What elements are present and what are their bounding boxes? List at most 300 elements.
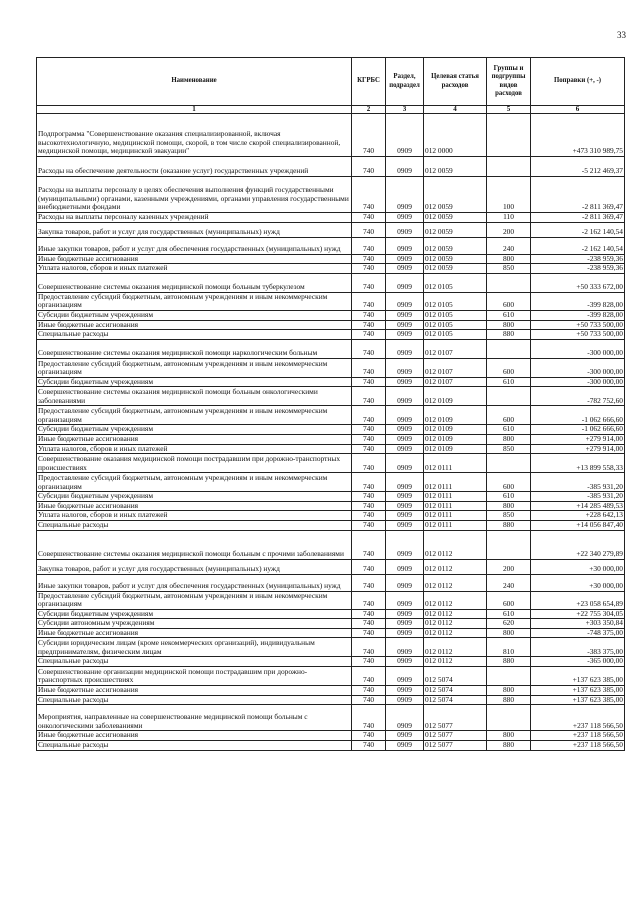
row-section: 0909: [386, 511, 424, 521]
table-row: [37, 657, 625, 667]
row-section: 0909: [386, 444, 424, 454]
row-expense-group: 880: [487, 740, 531, 750]
row-amount: -238 959,36: [531, 254, 625, 264]
row-target-article: 012 0112: [424, 574, 487, 591]
row-amount: -2 162 140,54: [531, 222, 625, 237]
row-kgrbs: 740: [352, 530, 386, 559]
row-expense-group: [487, 530, 531, 559]
row-amount: +22 755 304,05: [531, 609, 625, 619]
row-amount: +473 310 989,75: [531, 114, 625, 157]
row-name: Специальные расходы: [37, 657, 352, 667]
row-name: Расходы на выплаты персоналу казенных учреждений: [37, 213, 352, 223]
row-target-article: 012 5074: [424, 686, 487, 696]
row-name: Субсидии юридическим лицам (кроме некоммерческих организаций), индивидуальным предпринимателям, физическим лицам: [37, 638, 352, 657]
table-row: [37, 705, 625, 731]
row-section: 0909: [386, 740, 424, 750]
row-name: Иные бюджетные ассигнования: [37, 686, 352, 696]
row-amount: +30 000,00: [531, 574, 625, 591]
row-expense-group: [487, 157, 531, 177]
row-kgrbs: 740: [352, 377, 386, 387]
row-amount: +30 000,00: [531, 559, 625, 574]
row-target-article: 012 0109: [424, 425, 487, 435]
table-row: [37, 406, 625, 425]
row-target-article: 012 0105: [424, 273, 487, 292]
row-expense-group: [487, 273, 531, 292]
row-amount: +237 118 566,50: [531, 740, 625, 750]
row-expense-group: 600: [487, 473, 531, 492]
row-expense-group: 610: [487, 425, 531, 435]
row-expense-group: 200: [487, 559, 531, 574]
row-amount: +279 914,00: [531, 434, 625, 444]
row-kgrbs: 740: [352, 740, 386, 750]
table-header-row: [37, 58, 625, 106]
row-name: Расходы на обеспечение деятельности (оказание услуг) государственных учреждений: [37, 157, 352, 177]
table-row: [37, 273, 625, 292]
row-amount: -2 811 369,47: [531, 177, 625, 213]
table-row: [37, 213, 625, 223]
column-number: 2: [352, 106, 386, 114]
row-expense-group: 610: [487, 609, 531, 619]
row-expense-group: 880: [487, 657, 531, 667]
row-section: 0909: [386, 425, 424, 435]
row-amount: +237 118 566,50: [531, 731, 625, 741]
row-amount: -300 000,00: [531, 377, 625, 387]
row-section: 0909: [386, 501, 424, 511]
row-expense-group: 600: [487, 591, 531, 609]
table-row: [37, 619, 625, 629]
row-expense-group: 850: [487, 264, 531, 274]
table-row: [37, 444, 625, 454]
row-section: 0909: [386, 492, 424, 502]
row-target-article: 012 0059: [424, 213, 487, 223]
row-target-article: 012 0112: [424, 638, 487, 657]
row-section: 0909: [386, 657, 424, 667]
row-expense-group: 600: [487, 358, 531, 377]
row-target-article: 012 5074: [424, 667, 487, 686]
table-row: [37, 731, 625, 741]
table-row: [37, 377, 625, 387]
row-target-article: 012 0059: [424, 237, 487, 254]
row-amount: -748 375,00: [531, 628, 625, 638]
table-row: [37, 473, 625, 492]
row-target-article: 012 0111: [424, 473, 487, 492]
row-section: 0909: [386, 320, 424, 330]
row-section: 0909: [386, 177, 424, 213]
row-kgrbs: 740: [352, 705, 386, 731]
row-kgrbs: 740: [352, 320, 386, 330]
row-section: 0909: [386, 157, 424, 177]
row-kgrbs: 740: [352, 695, 386, 705]
row-kgrbs: 740: [352, 425, 386, 435]
row-kgrbs: 740: [352, 339, 386, 358]
row-kgrbs: 740: [352, 628, 386, 638]
row-section: 0909: [386, 222, 424, 237]
row-kgrbs: 740: [352, 731, 386, 741]
row-expense-group: 620: [487, 619, 531, 629]
row-kgrbs: 740: [352, 213, 386, 223]
row-name: Подпрограмма "Совершенствование оказания специализированной, включая высокотехнологичную, медицинской помощи, скорой, в том числе скорой специализированной, медицинской помощи, медицинской эвакуации": [37, 114, 352, 157]
table-row: [37, 157, 625, 177]
row-target-article: 012 0109: [424, 406, 487, 425]
row-kgrbs: 740: [352, 330, 386, 340]
row-expense-group: 600: [487, 292, 531, 310]
row-kgrbs: 740: [352, 657, 386, 667]
table-row: [37, 434, 625, 444]
table-row: [37, 425, 625, 435]
row-target-article: 012 0112: [424, 530, 487, 559]
row-expense-group: 200: [487, 222, 531, 237]
table-row: [37, 628, 625, 638]
row-section: 0909: [386, 530, 424, 559]
row-kgrbs: 740: [352, 310, 386, 320]
row-kgrbs: 740: [352, 574, 386, 591]
row-expense-group: 600: [487, 406, 531, 425]
row-amount: +228 642,13: [531, 511, 625, 521]
row-name: Совершенствование организации медицинской помощи пострадавшим при дорожно-транспортных происшествиях: [37, 667, 352, 686]
row-kgrbs: 740: [352, 254, 386, 264]
row-section: 0909: [386, 339, 424, 358]
row-section: 0909: [386, 574, 424, 591]
table-row: [37, 292, 625, 310]
row-section: 0909: [386, 292, 424, 310]
page-number: 33: [617, 30, 626, 40]
row-target-article: 012 0105: [424, 292, 487, 310]
row-target-article: 012 5077: [424, 705, 487, 731]
row-kgrbs: 740: [352, 492, 386, 502]
row-name: Иные бюджетные ассигнования: [37, 320, 352, 330]
row-section: 0909: [386, 254, 424, 264]
row-kgrbs: 740: [352, 177, 386, 213]
row-amount: -365 000,00: [531, 657, 625, 667]
row-kgrbs: 740: [352, 686, 386, 696]
row-name: Предоставление субсидий бюджетным, автономным учреждениям и иным некоммерческим организациям: [37, 358, 352, 377]
row-kgrbs: 740: [352, 473, 386, 492]
row-expense-group: 800: [487, 501, 531, 511]
row-amount: +13 899 558,33: [531, 454, 625, 473]
row-target-article: 012 0105: [424, 330, 487, 340]
row-kgrbs: 740: [352, 406, 386, 425]
row-section: 0909: [386, 591, 424, 609]
row-amount: -238 959,36: [531, 264, 625, 274]
row-expense-group: 100: [487, 177, 531, 213]
row-amount: -399 828,00: [531, 292, 625, 310]
row-section: 0909: [386, 358, 424, 377]
row-target-article: 012 0112: [424, 657, 487, 667]
row-section: 0909: [386, 213, 424, 223]
row-amount: -2 811 369,47: [531, 213, 625, 223]
row-kgrbs: 740: [352, 237, 386, 254]
row-name: Предоставление субсидий бюджетным, автономным учреждениям и иным некоммерческим организациям: [37, 473, 352, 492]
row-section: 0909: [386, 310, 424, 320]
row-section: 0909: [386, 686, 424, 696]
row-kgrbs: 740: [352, 454, 386, 473]
row-amount: -5 212 469,37: [531, 157, 625, 177]
row-target-article: 012 0112: [424, 559, 487, 574]
table-row: [37, 667, 625, 686]
row-target-article: 012 0109: [424, 434, 487, 444]
table-row: [37, 591, 625, 609]
row-kgrbs: 740: [352, 114, 386, 157]
column-number: 5: [487, 106, 531, 114]
row-section: 0909: [386, 695, 424, 705]
row-target-article: 012 0112: [424, 609, 487, 619]
row-kgrbs: 740: [352, 273, 386, 292]
row-kgrbs: 740: [352, 157, 386, 177]
row-name: Субсидии бюджетным учреждениям: [37, 609, 352, 619]
row-kgrbs: 740: [352, 222, 386, 237]
row-target-article: 012 0059: [424, 177, 487, 213]
row-section: 0909: [386, 387, 424, 406]
row-kgrbs: 740: [352, 667, 386, 686]
header-amendments: Поправки (+, -): [531, 58, 625, 106]
row-section: 0909: [386, 473, 424, 492]
table-row: [37, 114, 625, 157]
table-row: [37, 520, 625, 530]
row-expense-group: 800: [487, 686, 531, 696]
row-name: Субсидии бюджетным учреждениям: [37, 425, 352, 435]
row-name: Закупка товаров, работ и услуг для государственных (муниципальных) нужд: [37, 559, 352, 574]
row-name: Совершенствование системы оказания медицинской помощи больным с прочими заболеваниями: [37, 530, 352, 559]
row-name: Предоставление субсидий бюджетным, автономным учреждениям и иным некоммерческим организациям: [37, 591, 352, 609]
table-row: [37, 358, 625, 377]
row-section: 0909: [386, 377, 424, 387]
row-amount: +50 733 500,00: [531, 320, 625, 330]
row-amount: -782 752,60: [531, 387, 625, 406]
column-number: 3: [386, 106, 424, 114]
row-amount: +22 340 279,89: [531, 530, 625, 559]
row-amount: -383 375,00: [531, 638, 625, 657]
row-amount: -1 062 666,60: [531, 425, 625, 435]
table-row: [37, 320, 625, 330]
header-expense-groups: Группы и подгруппы видов расходов: [487, 58, 531, 106]
row-expense-group: [487, 114, 531, 157]
row-target-article: 012 0111: [424, 520, 487, 530]
row-section: 0909: [386, 264, 424, 274]
row-expense-group: 800: [487, 628, 531, 638]
row-expense-group: 800: [487, 320, 531, 330]
row-name: Иные бюджетные ассигнования: [37, 434, 352, 444]
row-expense-group: 240: [487, 574, 531, 591]
row-section: 0909: [386, 609, 424, 619]
row-name: Совершенствование оказания медицинской помощи пострадавшим при дорожно-транспортных происшествиях: [37, 454, 352, 473]
row-target-article: 012 5077: [424, 740, 487, 750]
column-number: 6: [531, 106, 625, 114]
header-kgrbs: КГРБС: [352, 58, 386, 106]
row-target-article: 012 0000: [424, 114, 487, 157]
row-name: Иные бюджетные ассигнования: [37, 254, 352, 264]
row-name: Иные бюджетные ассигнования: [37, 731, 352, 741]
row-target-article: 012 5074: [424, 695, 487, 705]
table-row: [37, 454, 625, 473]
row-target-article: 012 0112: [424, 628, 487, 638]
row-name: Специальные расходы: [37, 520, 352, 530]
row-amount: +137 623 385,00: [531, 695, 625, 705]
table-row: [37, 686, 625, 696]
row-amount: -300 000,00: [531, 358, 625, 377]
row-expense-group: [487, 705, 531, 731]
table-row: [37, 740, 625, 750]
row-kgrbs: 740: [352, 638, 386, 657]
row-section: 0909: [386, 628, 424, 638]
row-section: 0909: [386, 237, 424, 254]
row-kgrbs: 740: [352, 591, 386, 609]
header-section: Раздел, подраздел: [386, 58, 424, 106]
row-section: 0909: [386, 434, 424, 444]
table-body: [37, 114, 625, 751]
row-expense-group: 880: [487, 695, 531, 705]
table-row: [37, 222, 625, 237]
row-expense-group: 610: [487, 492, 531, 502]
row-expense-group: [487, 339, 531, 358]
row-kgrbs: 740: [352, 434, 386, 444]
row-expense-group: 850: [487, 511, 531, 521]
row-name: Закупка товаров, работ и услуг для государственных (муниципальных) нужд: [37, 222, 352, 237]
row-name: Расходы на выплаты персоналу в целях обеспечения выполнения функций государственными (муниципальными) органами, казенными учреждениями, органами управления государственными внебюджетными фондами: [37, 177, 352, 213]
table-row: [37, 638, 625, 657]
column-numbers-row: [37, 106, 625, 114]
row-expense-group: 800: [487, 434, 531, 444]
row-kgrbs: 740: [352, 520, 386, 530]
row-target-article: 012 0111: [424, 492, 487, 502]
row-amount: +137 623 385,00: [531, 686, 625, 696]
row-section: 0909: [386, 667, 424, 686]
table-row: [37, 530, 625, 559]
row-section: 0909: [386, 705, 424, 731]
row-kgrbs: 740: [352, 559, 386, 574]
row-name: Уплата налогов, сборов и иных платежей: [37, 511, 352, 521]
row-target-article: 012 0109: [424, 387, 487, 406]
table-row: [37, 264, 625, 274]
row-target-article: 012 0112: [424, 619, 487, 629]
row-name: Мероприятия, направленные на совершенствование медицинской помощи больным с онкологическими заболеваниями: [37, 705, 352, 731]
row-target-article: 012 0111: [424, 511, 487, 521]
row-name: Совершенствование системы оказания медицинской помощи наркологическим больным: [37, 339, 352, 358]
row-expense-group: 800: [487, 731, 531, 741]
row-name: Предоставление субсидий бюджетным, автономным учреждениям и иным некоммерческим организациям: [37, 292, 352, 310]
row-name: Субсидии бюджетным учреждениям: [37, 310, 352, 320]
row-name: Совершенствование системы оказания медицинской помощи больным онкологическими заболеваниями: [37, 387, 352, 406]
row-amount: +279 914,00: [531, 444, 625, 454]
row-section: 0909: [386, 114, 424, 157]
row-expense-group: 880: [487, 330, 531, 340]
row-target-article: 012 0109: [424, 444, 487, 454]
row-section: 0909: [386, 559, 424, 574]
row-expense-group: 880: [487, 520, 531, 530]
row-section: 0909: [386, 638, 424, 657]
row-kgrbs: 740: [352, 501, 386, 511]
row-kgrbs: 740: [352, 387, 386, 406]
table-row: [37, 574, 625, 591]
row-section: 0909: [386, 454, 424, 473]
row-target-article: 012 0105: [424, 310, 487, 320]
header-name: Наименование: [37, 58, 352, 106]
row-target-article: 012 0111: [424, 454, 487, 473]
table-row: [37, 339, 625, 358]
row-target-article: 012 5077: [424, 731, 487, 741]
row-amount: +14 056 847,40: [531, 520, 625, 530]
row-name: Совершенствование системы оказания медицинской помощи больным туберкулезом: [37, 273, 352, 292]
row-section: 0909: [386, 273, 424, 292]
row-expense-group: 800: [487, 254, 531, 264]
row-name: Специальные расходы: [37, 695, 352, 705]
column-number: 1: [37, 106, 352, 114]
row-kgrbs: 740: [352, 511, 386, 521]
row-name: Предоставление субсидий бюджетным, автономным учреждениям и иным некоммерческим организациям: [37, 406, 352, 425]
row-name: Иные бюджетные ассигнования: [37, 501, 352, 511]
row-amount: +23 058 654,89: [531, 591, 625, 609]
row-section: 0909: [386, 520, 424, 530]
row-target-article: 012 0112: [424, 591, 487, 609]
row-name: Иные закупки товаров, работ и услуг для обеспечения государственных (муниципальных) нужд: [37, 237, 352, 254]
row-kgrbs: 740: [352, 444, 386, 454]
row-amount: +137 623 385,00: [531, 667, 625, 686]
row-kgrbs: 740: [352, 609, 386, 619]
budget-amendments-table: [36, 57, 625, 751]
row-name: Субсидии бюджетным учреждениям: [37, 377, 352, 387]
row-expense-group: 240: [487, 237, 531, 254]
row-name: Субсидии бюджетным учреждениям: [37, 492, 352, 502]
row-expense-group: 610: [487, 310, 531, 320]
row-kgrbs: 740: [352, 619, 386, 629]
header-target-article: Целевая статья расходов: [424, 58, 487, 106]
row-amount: -300 000,00: [531, 339, 625, 358]
row-kgrbs: 740: [352, 358, 386, 377]
table-row: [37, 177, 625, 213]
row-amount: -1 062 666,60: [531, 406, 625, 425]
row-name: Субсидии автономным учреждениям: [37, 619, 352, 629]
row-amount: +14 285 489,53: [531, 501, 625, 511]
row-expense-group: 110: [487, 213, 531, 223]
row-name: Специальные расходы: [37, 740, 352, 750]
table-row: [37, 492, 625, 502]
row-name: Иные закупки товаров, работ и услуг для обеспечения государственных (муниципальных) нужд: [37, 574, 352, 591]
row-section: 0909: [386, 406, 424, 425]
table-row: [37, 387, 625, 406]
row-name: Уплата налогов, сборов и иных платежей: [37, 264, 352, 274]
table-row: [37, 559, 625, 574]
row-amount: +303 350,84: [531, 619, 625, 629]
row-expense-group: [487, 387, 531, 406]
row-target-article: 012 0107: [424, 339, 487, 358]
row-amount: -399 828,00: [531, 310, 625, 320]
row-section: 0909: [386, 619, 424, 629]
row-expense-group: 810: [487, 638, 531, 657]
row-expense-group: [487, 667, 531, 686]
row-section: 0909: [386, 330, 424, 340]
row-target-article: 012 0107: [424, 377, 487, 387]
row-amount: -2 162 140,54: [531, 237, 625, 254]
table-row: [37, 511, 625, 521]
row-target-article: 012 0111: [424, 501, 487, 511]
table-row: [37, 310, 625, 320]
row-amount: +237 118 566,50: [531, 705, 625, 731]
row-target-article: 012 0059: [424, 254, 487, 264]
row-amount: -385 931,20: [531, 492, 625, 502]
column-number: 4: [424, 106, 487, 114]
row-target-article: 012 0107: [424, 358, 487, 377]
row-kgrbs: 740: [352, 264, 386, 274]
table-row: [37, 330, 625, 340]
row-target-article: 012 0059: [424, 264, 487, 274]
row-amount: +50 333 672,00: [531, 273, 625, 292]
row-target-article: 012 0105: [424, 320, 487, 330]
row-section: 0909: [386, 731, 424, 741]
table-row: [37, 237, 625, 254]
row-name: Специальные расходы: [37, 330, 352, 340]
row-amount: -385 931,20: [531, 473, 625, 492]
row-amount: +50 733 500,00: [531, 330, 625, 340]
row-kgrbs: 740: [352, 292, 386, 310]
